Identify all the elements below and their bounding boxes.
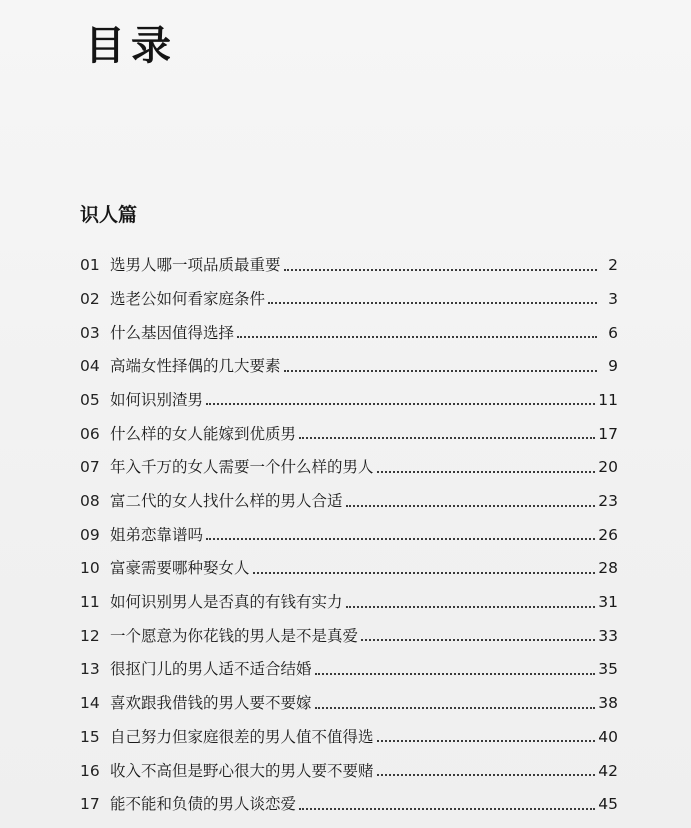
toc-entry-title: 喜欢跟我借钱的男人要不要嫁 [110, 694, 312, 713]
toc-entry-number: 11 [80, 593, 100, 612]
toc-dot-leader [346, 504, 596, 507]
toc-entry-title: 收入不高但是野心很大的男人要不要赌 [110, 761, 374, 780]
toc-entry-title: 选老公如何看家庭条件 [110, 289, 266, 308]
toc-entry-title: 如何识别渣男 [110, 390, 204, 409]
toc-entry-title: 年入千万的女人需要一个什么样的男人 [110, 458, 374, 477]
toc-entry[interactable] [80, 476, 618, 510]
toc-entry-number: 15 [80, 727, 100, 746]
toc-entry-page: 31 [598, 593, 618, 612]
toc-dot-leader [237, 335, 597, 338]
toc-entry-title: 很抠门儿的男人适不适合结婚 [110, 660, 312, 679]
page-title: 目录 [85, 23, 177, 69]
toc-entry[interactable] [80, 510, 618, 544]
toc-entry-number: 13 [80, 660, 100, 679]
section-title: 识人篇 [80, 204, 138, 226]
toc-entry-page: 6 [608, 323, 618, 342]
toc-entry-number: 02 [80, 289, 100, 308]
toc-entry[interactable] [80, 577, 618, 611]
toc-entry-page: 26 [598, 525, 618, 544]
toc-entry-page: 40 [598, 727, 618, 746]
toc-dot-leader [315, 706, 596, 709]
toc-entry[interactable] [80, 745, 618, 779]
toc-entry-number: 08 [80, 492, 100, 510]
toc-entry-page: 17 [598, 424, 618, 443]
toc-entry-number: 16 [80, 761, 100, 780]
toc-dot-leader [253, 571, 596, 574]
toc-entry-page: 9 [608, 357, 618, 376]
toc-entry-title: 姐弟恋靠谱吗 [110, 525, 204, 544]
toc-entry[interactable] [80, 240, 618, 274]
toc-entry[interactable] [80, 543, 618, 577]
toc-entry-title: 富二代的女人找什么样的男人合适 [110, 492, 343, 510]
toc-dot-leader [284, 369, 597, 372]
toc-entry-page: 3 [608, 289, 618, 308]
toc-entry[interactable] [80, 442, 618, 476]
toc-entry-title: 一个愿意为你花钱的男人是不是真爱 [110, 626, 359, 645]
toc-entry[interactable] [80, 712, 618, 746]
toc-dot-leader [268, 301, 597, 304]
toc-entry-page: 42 [598, 761, 618, 780]
toc-entry-title: 高端女性择偶的几大要素 [110, 357, 281, 376]
toc-entry-title: 能不能和负债的男人谈恋爱 [110, 795, 297, 814]
toc-entry-page: 33 [598, 626, 618, 645]
toc-entry-page: 45 [598, 795, 618, 814]
toc-entry-number: 07 [80, 458, 100, 477]
toc-entry-number: 04 [80, 357, 100, 376]
toc-dot-leader [206, 537, 595, 540]
toc-entry[interactable] [80, 678, 618, 712]
table-of-contents [80, 240, 618, 813]
toc-entry-page: 28 [598, 559, 618, 578]
toc-entry[interactable] [80, 779, 618, 813]
toc-dot-leader [315, 672, 596, 675]
toc-entry[interactable] [80, 274, 618, 308]
toc-entry-title: 什么样的女人能嫁到优质男 [110, 424, 297, 443]
toc-entry-number: 09 [80, 525, 100, 544]
toc-dot-leader [299, 807, 595, 810]
toc-entry[interactable] [80, 375, 618, 409]
toc-entry[interactable] [80, 307, 618, 341]
toc-entry-title: 选男人哪一项品质最重要 [110, 256, 281, 275]
toc-entry[interactable] [80, 611, 618, 645]
toc-entry-number: 12 [80, 626, 100, 645]
toc-entry-number: 01 [80, 256, 100, 275]
toc-entry-page: 2 [608, 256, 618, 275]
toc-dot-leader [377, 470, 596, 473]
toc-entry-page: 38 [598, 694, 618, 713]
toc-entry[interactable] [80, 341, 618, 375]
toc-entry-page: 23 [598, 492, 618, 510]
toc-entry[interactable] [80, 408, 618, 442]
toc-entry-title: 自己努力但家庭很差的男人值不值得选 [110, 727, 374, 746]
toc-dot-leader [377, 739, 596, 742]
toc-entry-number: 14 [80, 694, 100, 713]
toc-entry-page: 20 [598, 458, 618, 477]
toc-dot-leader [346, 605, 596, 608]
toc-dot-leader [206, 402, 595, 405]
toc-entry-page: 11 [598, 390, 618, 409]
toc-entry-title: 什么基因值得选择 [110, 323, 235, 342]
toc-entry-number: 05 [80, 390, 100, 409]
toc-dot-leader [377, 773, 596, 776]
toc-dot-leader [361, 638, 595, 641]
toc-entry-title: 富豪需要哪种娶女人 [110, 559, 250, 578]
toc-entry-page: 35 [598, 660, 618, 679]
toc-entry-title: 如何识别男人是否真的有钱有实力 [110, 593, 343, 612]
toc-entry[interactable] [80, 644, 618, 678]
toc-dot-leader [299, 436, 595, 439]
toc-entry-number: 10 [80, 559, 100, 578]
toc-entry-number: 17 [80, 795, 100, 814]
toc-entry-number: 06 [80, 424, 100, 443]
toc-entry-number: 03 [80, 323, 100, 342]
toc-dot-leader [284, 268, 597, 271]
